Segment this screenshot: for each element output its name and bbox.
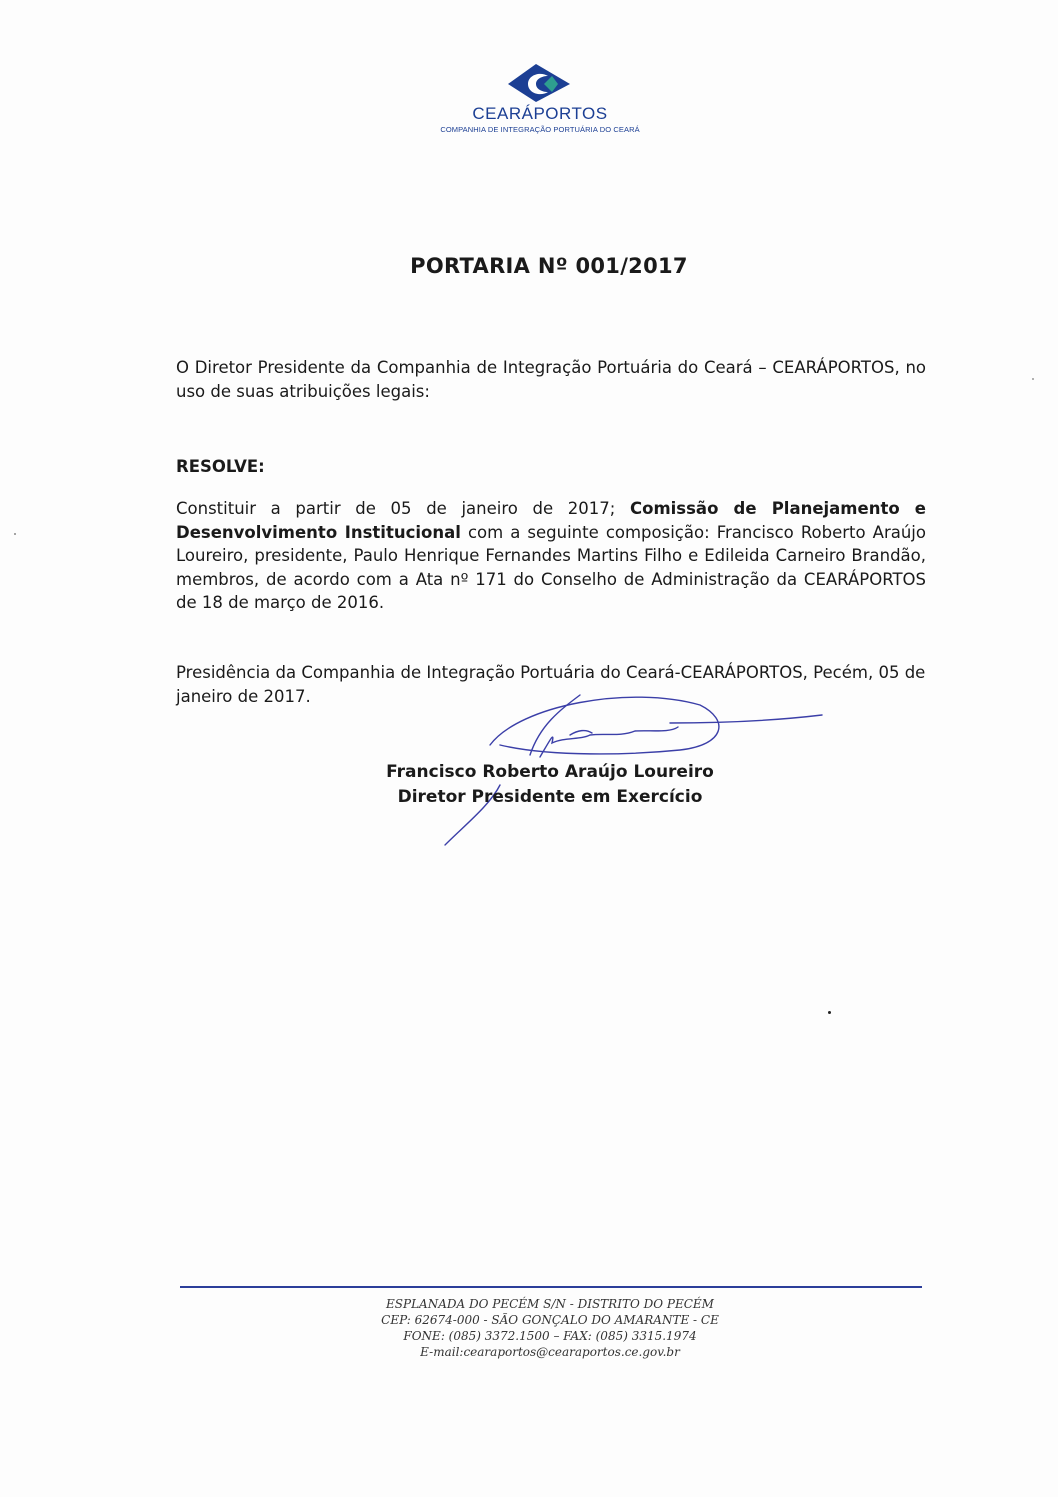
resolution-text-part2: com a seguinte composição: Francisco Roberto Araújo Loureiro, presidente, Paulo Henrique Fernandes Martins Filho e Edileida Carneiro Brandão, membros, de acordo com a Ata nº 171 do Conselho de Administração da CEARÁPORTOS de 18 de março de 2016. [176,522,926,612]
scan-speck [828,1011,831,1014]
closing-paragraph: Presidência da Companhia de Integração Portuária do Ceará-CEARÁPORTOS, Pecém, 05 de janeiro de 2017. [176,663,926,706]
logo-name: CEARÁPORTOS [472,104,608,123]
resolution-text-part1: Constituir a partir de 05 de janeiro de 2017; [176,499,630,518]
resolution-paragraph [176,497,926,615]
signatory-block [300,760,800,810]
document-title: PORTARIA Nº 001/2017 [410,254,688,278]
signatory-role: Diretor Presidente em Exercício [397,787,703,807]
intro-paragraph: O Diretor Presidente da Companhia de Integração Portuária do Ceará – CEARÁPORTOS, no uso de suas atribuições legais: [176,358,926,401]
signatory-name: Francisco Roberto Araújo Loureiro [386,762,714,782]
footer-email: E-mail:cearaportos@cearaportos.ce.gov.br [420,1345,680,1359]
footer-contact [250,1296,850,1360]
logo-subtitle: COMPANHIA DE INTEGRAÇÃO PORTUÁRIA DO CEARÁ [440,125,640,134]
footer-cep: CEP: 62674-000 - SÃO GONÇALO DO AMARANTE - CE [381,1313,719,1327]
scan-speck [14,533,16,535]
commission-name: Comissão de Planejamento e Desenvolvimento Institucional [176,499,927,542]
footer-divider [180,1286,922,1288]
footer-address: ESPLANADA DO PECÉM S/N - DISTRITO DO PECÉM [386,1297,714,1311]
resolve-heading: RESOLVE: [176,457,265,476]
company-logo [410,60,670,134]
cearaportos-emblem-icon [500,60,580,106]
scan-speck [1032,378,1034,380]
footer-phone: FONE: (085) 3372.1500 – FAX: (085) 3315.1974 [403,1329,697,1343]
